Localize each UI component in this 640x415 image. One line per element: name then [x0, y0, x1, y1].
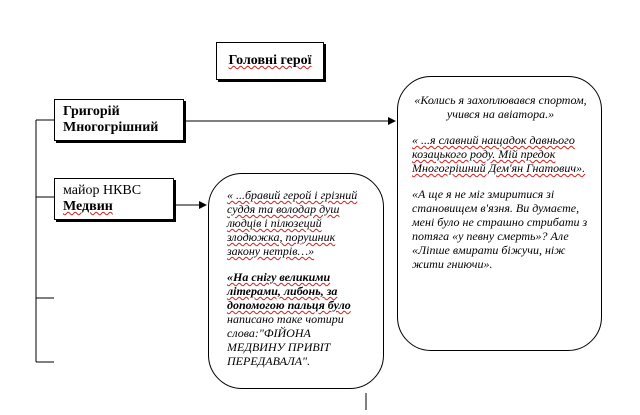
medvin-name: Медвин [63, 199, 113, 214]
medvin-rank: майор НКВС [63, 183, 142, 198]
grigoriy-quotes-bubble [397, 76, 602, 351]
diagram-title: Головні герої [228, 53, 312, 68]
medvin-quotes-bubble [208, 173, 384, 389]
character-grigoriy-box [54, 99, 184, 141]
grigoriy-quote-1: «Колись я захоплювався спортом, учився на авіатора.» [414, 93, 587, 121]
grigoriy-last-name: Многогрішний [63, 120, 159, 135]
grigoriy-quote-3: «А ще я не міг змиритися зі становищем в'язня. Ви думаєте, мені було не страшно стрибати з потяга «у певну смерть»? Але «Лiпше вмирати біжучи, ніж жити гниючи». [412, 187, 588, 271]
grigoriy-first-name: Григорій [63, 104, 120, 119]
grigoriy-quote-2: « ...я славний нащадок давнього козацького роду. Мій предок Многогрішний Дем'ян Гнатович». [412, 133, 586, 175]
character-medvin-box [54, 178, 174, 220]
diagram-title-box [216, 42, 324, 80]
medvin-quote-2: «На снігу великими літерами, либонь, за допомогою пальця було написано таке чотири слова:"ФІЙОНА МЕДВИНУ ПРИВІТ ПЕРЕДАВАЛА". [227, 270, 351, 368]
medvin-quote-1: « ...бравий герой і грізний суддя та володар душ людців і пiлюзеций злодюжка, порушник закону нетрів…» [227, 188, 358, 258]
